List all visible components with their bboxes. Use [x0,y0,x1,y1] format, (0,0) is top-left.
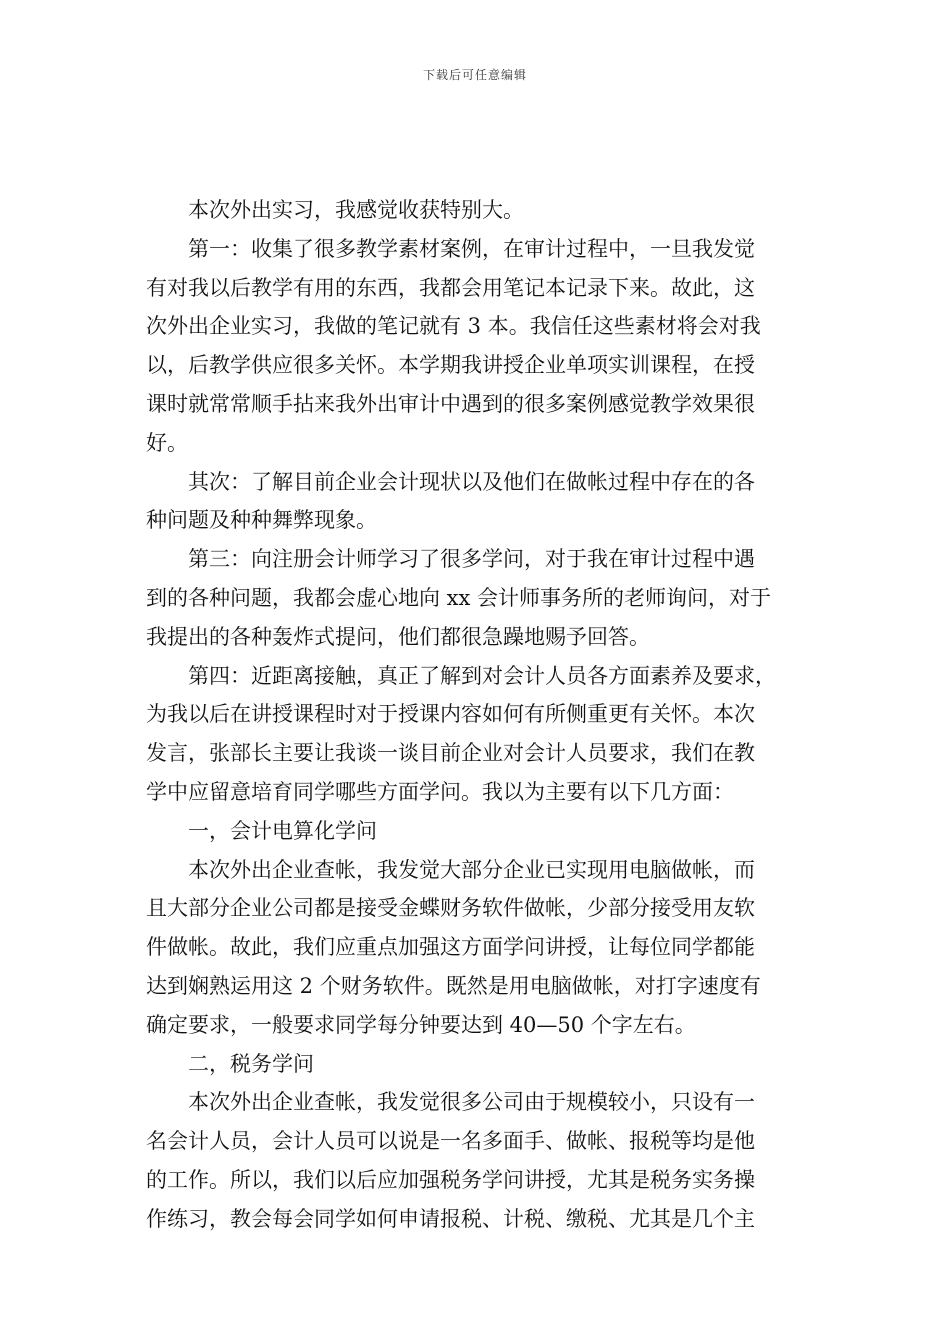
text-line: 第三：向注册会计师学习了很多学问，对于我在审计过程中遇 [188,547,755,572]
header-note: 下载后可任意编辑 [422,68,527,82]
text-line: 学中应留意培育同学哪些方面学问。我以为主要有以下几方面： [146,779,734,804]
text-line: 达到娴熟运用这 2 个财务软件。既然是用电脑做帐，对打字速度有 [146,973,761,998]
text-line: 其次：了解目前企业会计现状以及他们在做帐过程中存在的各 [188,469,755,494]
text-line: 本次外出企业查帐，我发觉很多公司由于规模较小，只设有一 [188,1090,755,1115]
text-line: 我提出的各种轰炸式提问，他们都很急躁地赐予回答。 [146,624,650,649]
text-line: 为我以后在讲授课程时对于授课内容如何有所侧重更有关怀。本次 [146,702,755,727]
text-line: 发言，张部长主要让我谈一谈目前企业对会计人员要求，我们在教 [146,741,755,766]
text-line: 好。 [146,430,188,455]
text-line: 有对我以后教学有用的东西，我都会用笔记本记录下来。故此，这 [146,275,755,300]
text-line: 作练习，教会每会同学如何申请报税、计税、缴税、尤其是几个主 [146,1206,755,1231]
text-line: 本次外出企业查帐，我发觉大部分企业已实现用电脑做帐，而 [188,857,755,882]
text-line: 确定要求，一般要求同学每分钟要达到 40—50 个字左右。 [146,1012,696,1037]
text-line: 次外出企业实习，我做的笔记就有 3 本。我信任这些素材将会对我 [146,314,761,339]
text-line: 名会计人员，会计人员可以说是一名多面手、做帐、报税等均是他 [146,1129,755,1154]
body-text [146,191,808,1239]
text-line: 且大部分企业公司都是接受金蝶财务软件做帐，少部分接受用友软 [146,896,755,921]
text-line: 以，后教学供应很多关怀。本学期我讲授企业单项实训课程，在授 [146,353,755,378]
text-line: 的工作。所以，我们以后应加强税务学问讲授，尤其是税务实务操 [146,1167,755,1192]
text-line: 第一：收集了很多教学素材案例，在审计过程中，一旦我发觉 [188,236,755,261]
text-line: 到的各种问题，我都会虚心地向 xx 会计师事务所的老师询问，对于 [146,585,772,610]
text-line: 一，会计电算化学问 [188,818,377,843]
text-line: 本次外出实习，我感觉收获特别大。 [188,198,524,222]
text-line: 二，税务学问 [188,1051,314,1076]
text-line: 种问题及种种舞弊现象。 [146,508,377,533]
text-line: 件做帐。故此，我们应重点加强这方面学问讲授，让每位同学都能 [146,935,755,960]
text-line: 第四：近距离接触，真正了解到对会计人员各方面素养及要求， [188,663,776,688]
text-line: 课时就常常顺手拈来我外出审计中遇到的很多案例感觉教学效果很 [146,391,755,416]
